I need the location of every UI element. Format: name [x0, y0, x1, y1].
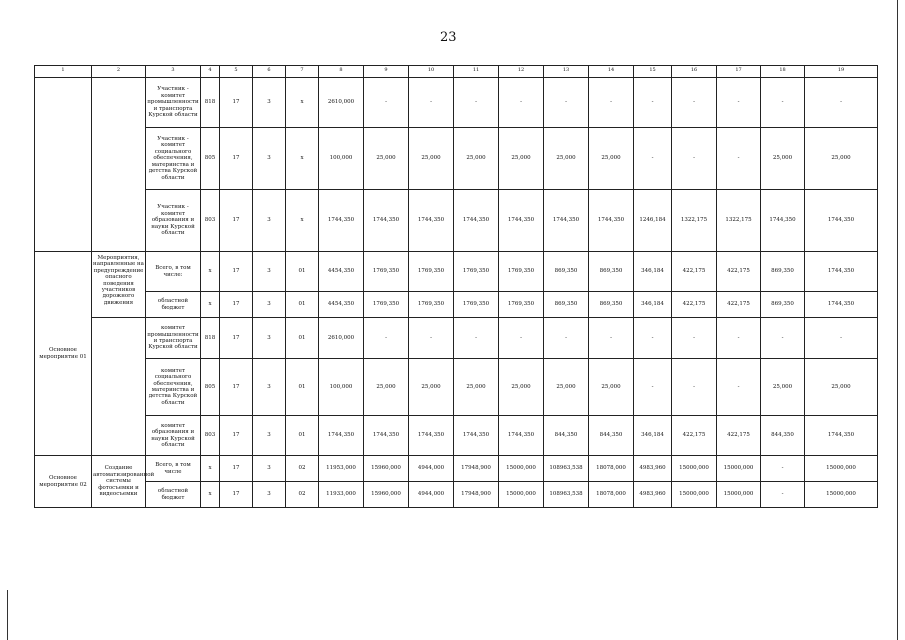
cell: 4454,350	[319, 292, 364, 318]
cell: 15000,000	[717, 482, 761, 508]
participant-name: Всего, в том числе:	[146, 252, 201, 292]
cell: -	[805, 318, 878, 359]
cell: -	[364, 318, 409, 359]
table-row	[35, 78, 878, 128]
participant-name: Участник - комитет образования и науки Курской области	[146, 190, 201, 252]
cell: 01	[286, 359, 319, 416]
cell: 25,000	[805, 359, 878, 416]
cell: -	[364, 78, 409, 128]
budget-table	[34, 65, 878, 508]
cell: 1769,350	[409, 292, 454, 318]
cell: 2610,000	[319, 318, 364, 359]
activity-description: Создание автоматизированной системы фотосъемки и видеосъемки	[92, 456, 146, 508]
cell: -	[717, 78, 761, 128]
cell: 25,000	[589, 359, 634, 416]
cell: -	[589, 318, 634, 359]
cell: 2610,000	[319, 78, 364, 128]
cell: 869,350	[544, 292, 589, 318]
cell: -	[717, 318, 761, 359]
column-number: 6	[253, 66, 286, 78]
cell: 3	[253, 78, 286, 128]
cell: 4454,350	[319, 252, 364, 292]
scan-edge-line	[7, 590, 8, 640]
cell: 3	[253, 318, 286, 359]
cell: 15000,000	[672, 482, 717, 508]
cell: 422,175	[717, 292, 761, 318]
cell: 4983,960	[634, 482, 672, 508]
cell: 108963,538	[544, 482, 589, 508]
cell: 11953,000	[319, 456, 364, 482]
cell: -	[409, 318, 454, 359]
column-number: 5	[220, 66, 253, 78]
cell: -	[634, 318, 672, 359]
cell: 18078,000	[589, 456, 634, 482]
cell: 1769,350	[454, 252, 499, 292]
cell: 25,000	[544, 359, 589, 416]
cell: 1322,175	[672, 190, 717, 252]
cell: 869,350	[544, 252, 589, 292]
cell: 3	[253, 456, 286, 482]
cell: 1744,350	[805, 252, 878, 292]
cell: 11933,000	[319, 482, 364, 508]
cell: 25,000	[805, 128, 878, 190]
cell: 17	[220, 252, 253, 292]
cell: 18078,000	[589, 482, 634, 508]
main-activity-label: Основное мероприятие 02	[35, 456, 92, 508]
cell: 1744,350	[805, 292, 878, 318]
column-number: 13	[544, 66, 589, 78]
cell: 25,000	[409, 359, 454, 416]
column-number: 7	[286, 66, 319, 78]
table-row	[35, 482, 878, 508]
cell: 422,175	[717, 416, 761, 456]
cell: 1744,350	[589, 190, 634, 252]
cell: -	[761, 482, 805, 508]
column-number: 10	[409, 66, 454, 78]
cell: 25,000	[544, 128, 589, 190]
cell: 1744,350	[499, 190, 544, 252]
cell: 1744,350	[319, 416, 364, 456]
cell: 803	[201, 190, 220, 252]
column-number: 11	[454, 66, 499, 78]
activity-description: Мероприятия, направленные на предупреждение опасного поведения участников дорожного движения	[92, 252, 146, 318]
cell: -	[634, 128, 672, 190]
cell: х	[286, 78, 319, 128]
cell: 01	[286, 416, 319, 456]
cell: х	[201, 252, 220, 292]
participant-name: Участник - комитет социального обеспечения, материнства и детства Курской области	[146, 128, 201, 190]
column-number: 8	[319, 66, 364, 78]
cell: 818	[201, 78, 220, 128]
table-row	[35, 292, 878, 318]
table-row	[35, 318, 878, 359]
cell: 346,184	[634, 292, 672, 318]
cell: 15000,000	[805, 482, 878, 508]
column-number: 19	[805, 66, 878, 78]
cell: 1769,350	[409, 252, 454, 292]
page-number: 23	[440, 30, 457, 45]
cell: -	[672, 318, 717, 359]
cell: 25,000	[499, 359, 544, 416]
scan-edge-line	[897, 0, 898, 640]
column-number: 1	[35, 66, 92, 78]
cell: 805	[201, 359, 220, 416]
table-row	[35, 128, 878, 190]
cell: 100,000	[319, 128, 364, 190]
cell: 25,000	[454, 359, 499, 416]
cell: -	[672, 128, 717, 190]
cell: 844,350	[544, 416, 589, 456]
cell: 4944,000	[409, 456, 454, 482]
cell: 17	[220, 318, 253, 359]
cell: 869,350	[761, 292, 805, 318]
cell: 1322,175	[717, 190, 761, 252]
cell: х	[201, 482, 220, 508]
cell: 1744,350	[805, 190, 878, 252]
column-number: 18	[761, 66, 805, 78]
cell: -	[761, 78, 805, 128]
cell: 803	[201, 416, 220, 456]
cell: 15000,000	[805, 456, 878, 482]
column-number: 12	[499, 66, 544, 78]
cell: 25,000	[589, 128, 634, 190]
cell: -	[454, 78, 499, 128]
participant-name: Участник - комитет промышленности и транспорта Курской области	[146, 78, 201, 128]
column-number: 2	[92, 66, 146, 78]
cell: 25,000	[761, 128, 805, 190]
column-number-row	[35, 66, 878, 78]
cell: 1744,350	[454, 190, 499, 252]
cell: 02	[286, 456, 319, 482]
cell: х	[286, 128, 319, 190]
cell: 17	[220, 456, 253, 482]
cell: 3	[253, 252, 286, 292]
cell: 17	[220, 359, 253, 416]
table-row	[35, 252, 878, 292]
cell: 1744,350	[454, 416, 499, 456]
cell: -	[499, 318, 544, 359]
cell: -	[717, 359, 761, 416]
cell: 17	[220, 292, 253, 318]
cell: 3	[253, 128, 286, 190]
cell: 3	[253, 482, 286, 508]
group-cell-empty	[92, 318, 146, 456]
cell: 1769,350	[364, 292, 409, 318]
table-row	[35, 416, 878, 456]
cell: 1744,350	[409, 416, 454, 456]
cell: 1744,350	[364, 190, 409, 252]
cell: 1744,350	[544, 190, 589, 252]
cell: 17	[220, 190, 253, 252]
cell: 17	[220, 128, 253, 190]
cell: 15000,000	[499, 456, 544, 482]
cell: 25,000	[454, 128, 499, 190]
cell: 108963,538	[544, 456, 589, 482]
column-number: 16	[672, 66, 717, 78]
cell: 01	[286, 292, 319, 318]
table-row	[35, 359, 878, 416]
column-number: 14	[589, 66, 634, 78]
cell: -	[409, 78, 454, 128]
cell: 15000,000	[717, 456, 761, 482]
cell: 869,350	[589, 292, 634, 318]
participant-name: Всего, в том числе	[146, 456, 201, 482]
cell: 818	[201, 318, 220, 359]
cell: 844,350	[761, 416, 805, 456]
cell: -	[805, 78, 878, 128]
column-number: 9	[364, 66, 409, 78]
cell: х	[201, 292, 220, 318]
cell: 1744,350	[805, 416, 878, 456]
cell: 869,350	[589, 252, 634, 292]
cell: 17948,900	[454, 456, 499, 482]
participant-name: комитет социального обеспечения, материнства и детства Курской области	[146, 359, 201, 416]
group-cell-empty	[35, 78, 92, 252]
cell: -	[589, 78, 634, 128]
cell: 15000,000	[672, 456, 717, 482]
cell: -	[761, 456, 805, 482]
cell: 3	[253, 292, 286, 318]
group-cell-empty	[92, 78, 146, 252]
table-row	[35, 456, 878, 482]
column-number: 4	[201, 66, 220, 78]
participant-name: областной бюджет	[146, 482, 201, 508]
cell: 25,000	[364, 128, 409, 190]
cell: 1744,350	[409, 190, 454, 252]
cell: -	[672, 78, 717, 128]
cell: 1246,184	[634, 190, 672, 252]
cell: -	[717, 128, 761, 190]
cell: 01	[286, 318, 319, 359]
cell: 02	[286, 482, 319, 508]
cell: -	[544, 318, 589, 359]
cell: 100,000	[319, 359, 364, 416]
participant-name: областной бюджет	[146, 292, 201, 318]
cell: 869,350	[761, 252, 805, 292]
cell: 17	[220, 416, 253, 456]
cell: 422,175	[672, 292, 717, 318]
cell: 17	[220, 482, 253, 508]
cell: -	[672, 359, 717, 416]
cell: -	[634, 78, 672, 128]
cell: 25,000	[409, 128, 454, 190]
cell: 25,000	[364, 359, 409, 416]
cell: 15960,000	[364, 482, 409, 508]
cell: 1744,350	[364, 416, 409, 456]
column-number: 15	[634, 66, 672, 78]
cell: 1744,350	[319, 190, 364, 252]
table-row	[35, 190, 878, 252]
cell: 805	[201, 128, 220, 190]
cell: 422,175	[672, 252, 717, 292]
main-activity-label: Основное мероприятие 01	[35, 252, 92, 456]
cell: 3	[253, 416, 286, 456]
cell: 15960,000	[364, 456, 409, 482]
cell: 17948,900	[454, 482, 499, 508]
cell: 25,000	[761, 359, 805, 416]
cell: 346,184	[634, 416, 672, 456]
cell: -	[499, 78, 544, 128]
cell: 422,175	[672, 416, 717, 456]
column-number: 3	[146, 66, 201, 78]
cell: 17	[220, 78, 253, 128]
cell: 346,184	[634, 252, 672, 292]
cell: 1744,350	[499, 416, 544, 456]
cell: 01	[286, 252, 319, 292]
cell: -	[544, 78, 589, 128]
cell: 25,000	[499, 128, 544, 190]
cell: 1769,350	[499, 292, 544, 318]
cell: 3	[253, 190, 286, 252]
cell: 3	[253, 359, 286, 416]
column-number: 17	[717, 66, 761, 78]
cell: -	[634, 359, 672, 416]
cell: 1744,350	[761, 190, 805, 252]
cell: 422,175	[717, 252, 761, 292]
cell: 1769,350	[499, 252, 544, 292]
participant-name: комитет промышленности и транспорта Курской области	[146, 318, 201, 359]
cell: х	[201, 456, 220, 482]
participant-name: комитет образования и науки Курской области	[146, 416, 201, 456]
cell: -	[454, 318, 499, 359]
cell: х	[286, 190, 319, 252]
cell: 15000,000	[499, 482, 544, 508]
cell: -	[761, 318, 805, 359]
cell: 4944,000	[409, 482, 454, 508]
cell: 1769,350	[364, 252, 409, 292]
cell: 1769,350	[454, 292, 499, 318]
cell: 844,350	[589, 416, 634, 456]
cell: 4983,960	[634, 456, 672, 482]
